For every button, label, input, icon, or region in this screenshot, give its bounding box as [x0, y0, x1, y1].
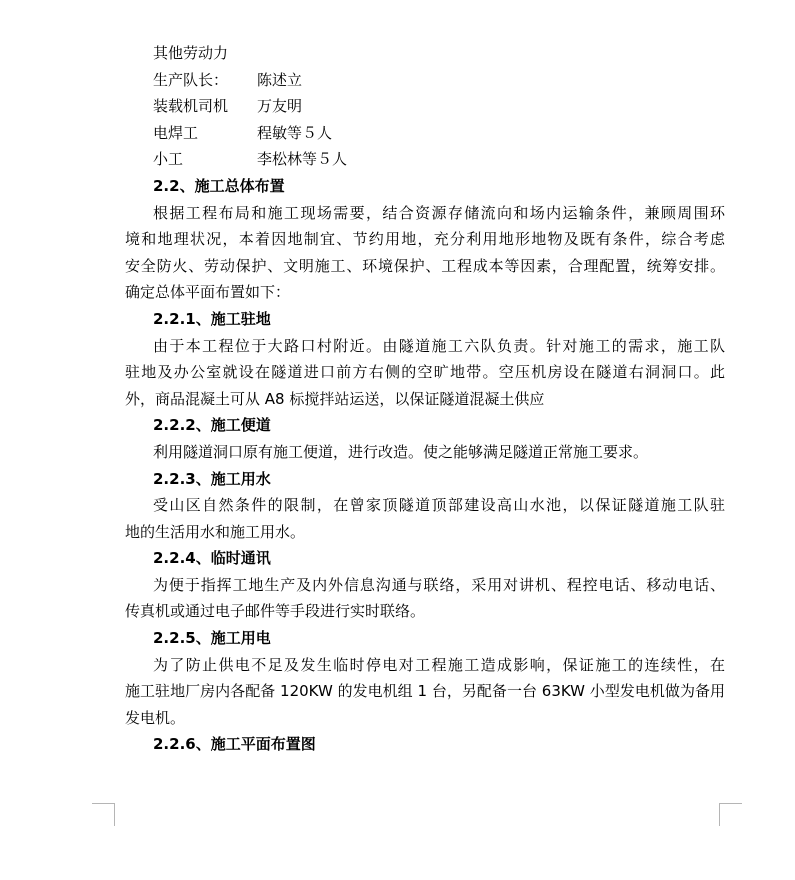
paragraph-line: 外，商品混凝土可从 A8 标搅拌站运送，以保证隧道混凝土供应 [125, 389, 545, 408]
section-heading-2-2-2: 2.2.2、施工便道 [153, 416, 271, 435]
paragraph-line: 安全防火、劳动保护、文明施工、环境保护、工程成本等因素，合理配置，统筹安排。 [125, 256, 725, 275]
roster-role: 电焊工 [153, 123, 199, 142]
paragraph-line: 为了防止供电不足及发生临时停电对工程施工造成影响，保证施工的连续性，在 [153, 655, 725, 674]
paragraph-line: 受山区自然条件的限制，在曾家顶隧道顶部建设高山水池，以保证隧道施工队驻 [153, 496, 725, 515]
section-heading-2-2: 2.2、施工总体布置 [153, 176, 285, 195]
section-heading-2-2-1: 2.2.1、施工驻地 [153, 309, 271, 328]
paragraph-line: 由于本工程位于大路口村附近。由隧道施工六队负责。针对施工的需求，施工队 [153, 336, 725, 355]
section-heading-2-2-6: 2.2.6、施工平面布置图 [153, 735, 316, 754]
paragraph-line: 确定总体平面布置如下： [125, 283, 291, 302]
paragraph-line: 发电机。 [125, 708, 186, 727]
page-margin-corner-left [92, 803, 115, 826]
paragraph-line: 为便于指挥工地生产及内外信息沟通与联络，采用对讲机、程控电话、移动电话、 [153, 575, 725, 594]
section-heading-2-2-4: 2.2.4、临时通讯 [153, 549, 271, 568]
roster-role: 生产队长： [153, 70, 229, 89]
paragraph-line: 驻地及办公室就设在隧道进口前方右侧的空旷地带。空压机房设在隧道右洞洞口。此 [125, 363, 725, 382]
paragraph-line: 传真机或通过电子邮件等手段进行实时联络。 [125, 602, 426, 621]
section-heading-2-2-5: 2.2.5、施工用电 [153, 629, 271, 648]
roster-name: 程敏等５人 [257, 123, 333, 142]
paragraph-line: 境和地理状况，本着因地制宜、节约用地，充分利用地形地物及既有条件，综合考虑 [125, 230, 725, 249]
roster-row [125, 93, 725, 120]
labor-title: 其他劳动力 [153, 44, 229, 62]
roster-name: 李松林等５人 [257, 150, 348, 169]
roster-name: 陈述立 [257, 70, 303, 89]
document-body [125, 40, 725, 758]
roster-name: 万友明 [257, 97, 303, 116]
paragraph-line: 地的生活用水和施工用水。 [125, 522, 306, 541]
roster-row [125, 146, 725, 173]
roster-row [125, 67, 725, 94]
section-heading-2-2-3: 2.2.3、施工用水 [153, 469, 271, 488]
page-margin-corner-right [719, 803, 742, 826]
roster-row [125, 120, 725, 147]
paragraph-line: 利用隧道洞口原有施工便道，进行改造。使之能够满足隧道正常施工要求。 [153, 442, 649, 461]
roster-role: 小工 [153, 150, 184, 169]
roster-role: 装载机司机 [153, 97, 229, 116]
paragraph-line: 施工驻地厂房内各配备 120KW 的发电机组 1 台，另配备一台 63KW 小型发电机做为备用 [125, 682, 725, 701]
paragraph-line: 根据工程布局和施工现场需要，结合资源存储流向和场内运输条件，兼顾周围环 [153, 203, 725, 222]
